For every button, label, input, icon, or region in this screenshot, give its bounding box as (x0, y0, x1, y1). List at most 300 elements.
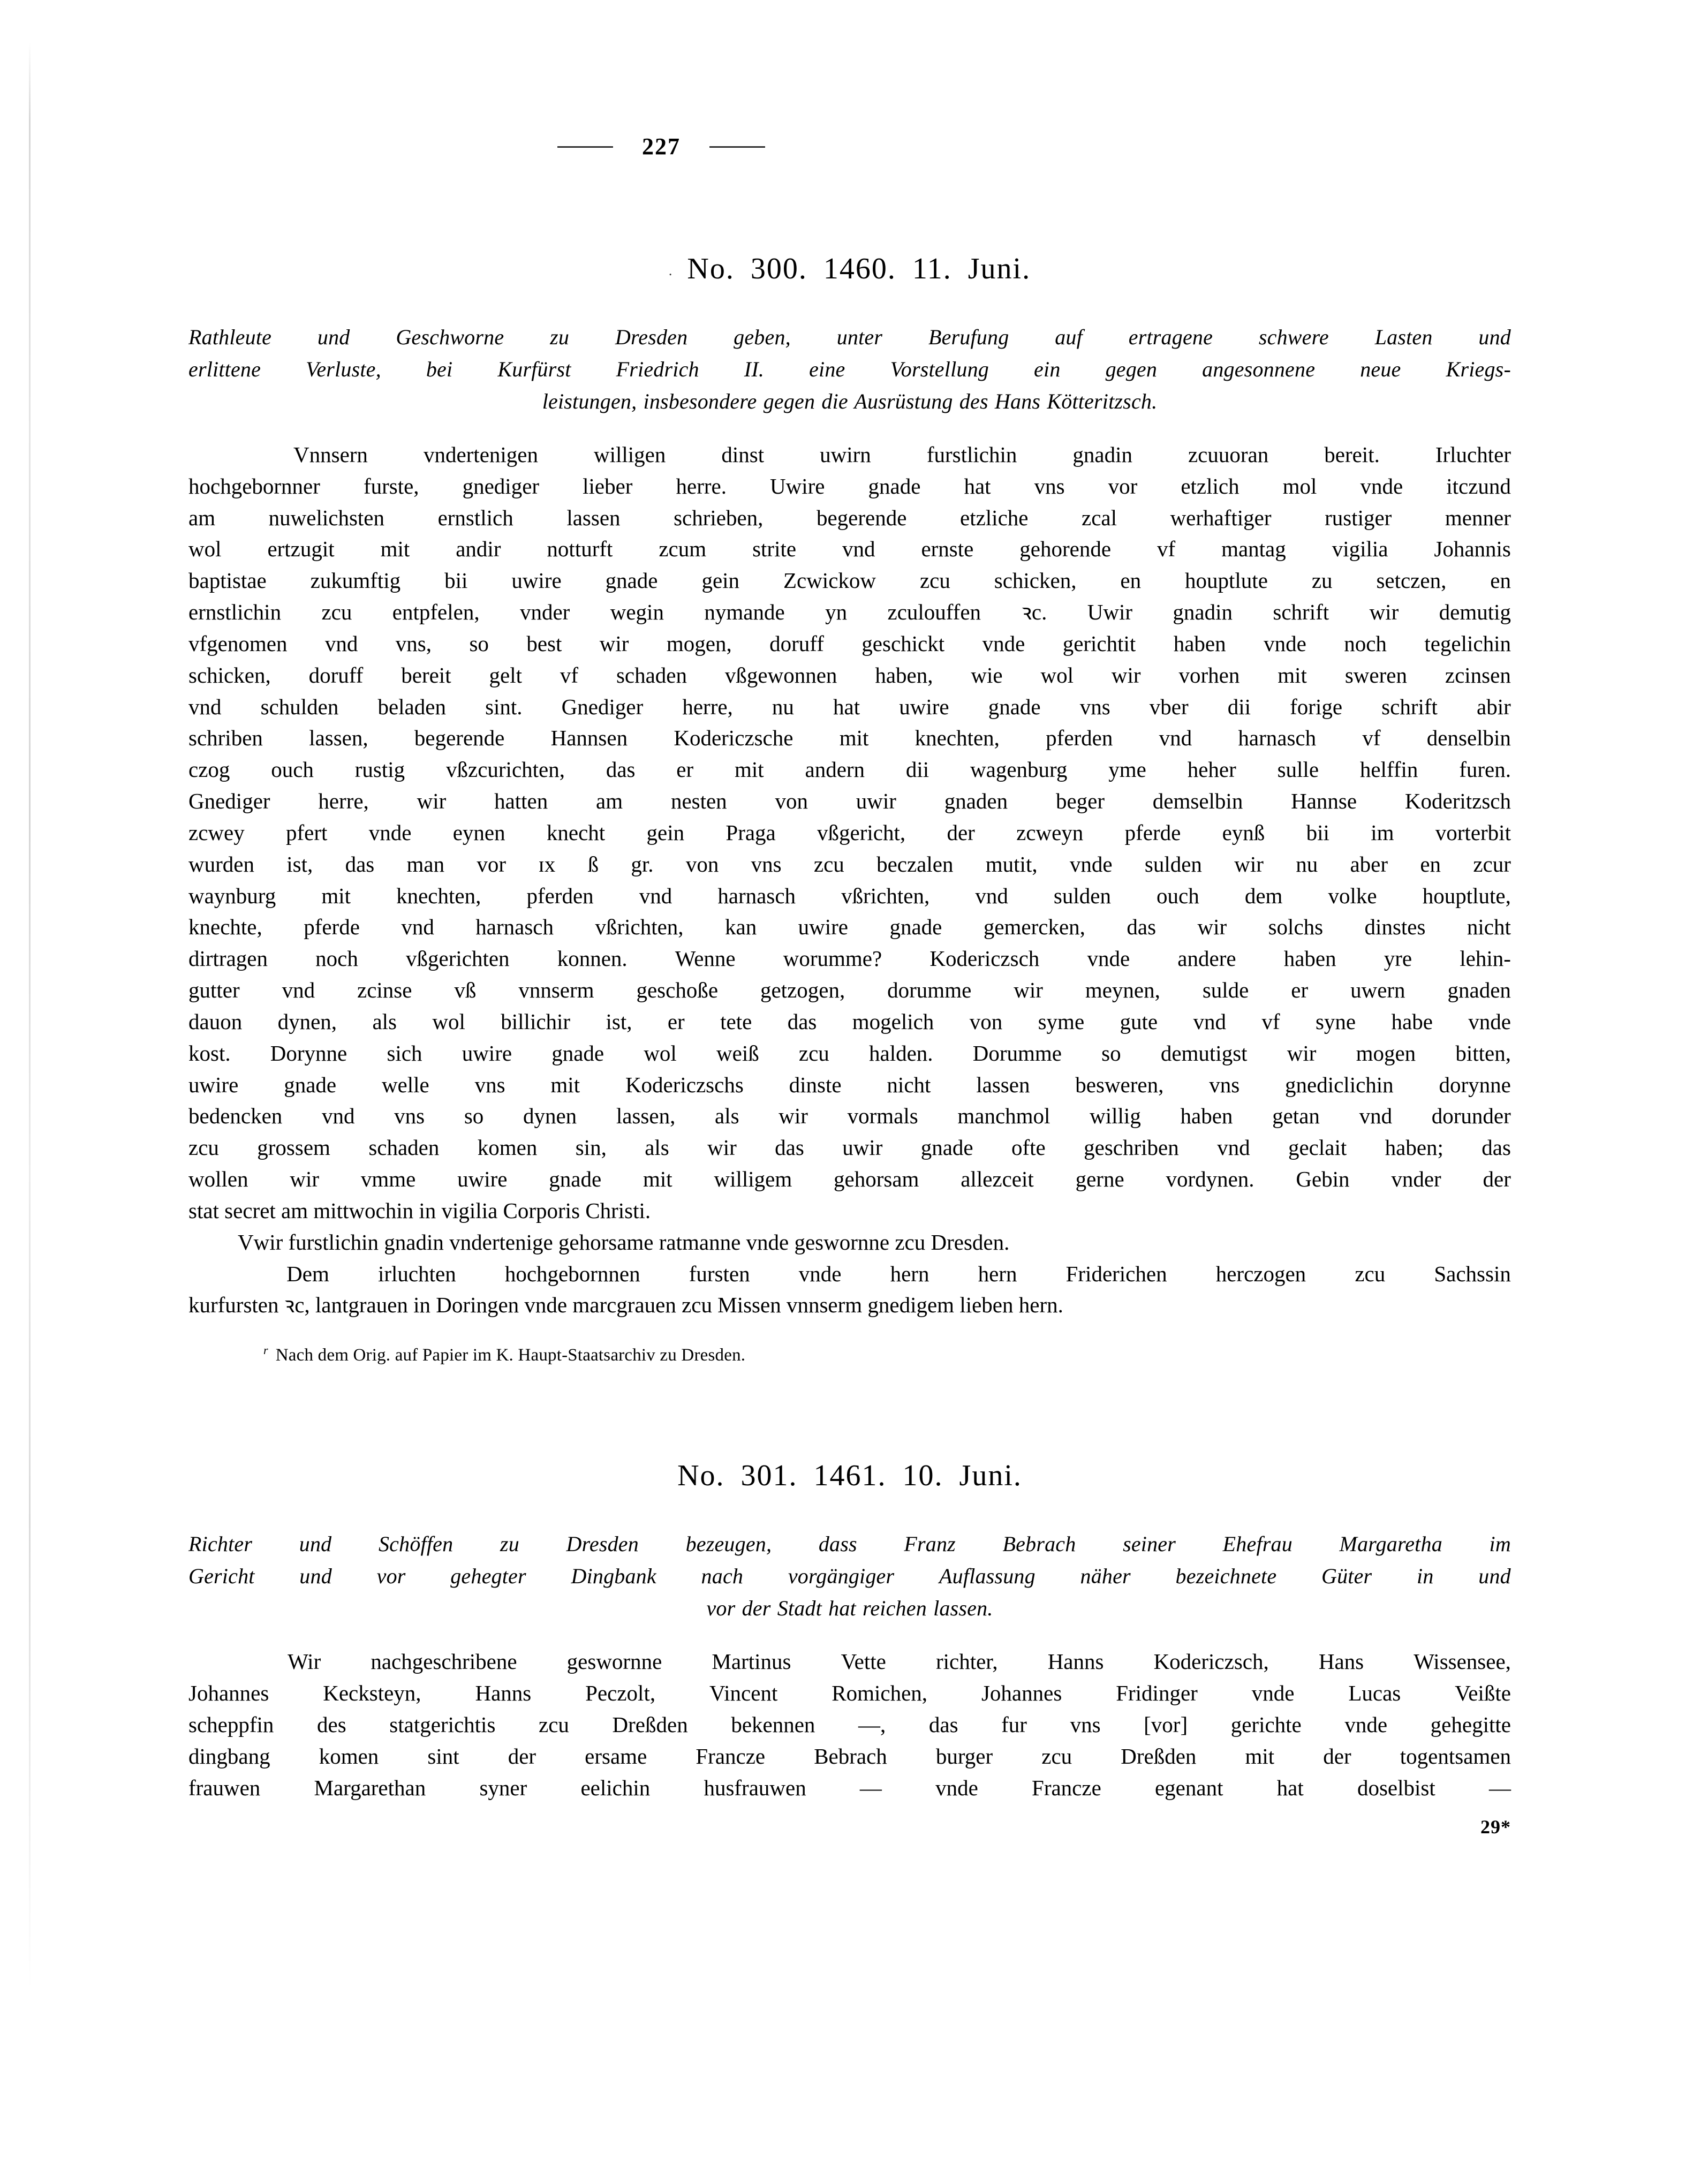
word: vordynen. (1166, 1167, 1254, 1192)
heading-ornament-dot: . (668, 262, 674, 278)
word: Vorstellung (890, 357, 989, 381)
word: aber (1350, 851, 1388, 876)
word: schrift (1273, 600, 1329, 625)
word: mit (380, 536, 410, 562)
word: vber (1149, 694, 1189, 719)
word: lieber (583, 473, 633, 498)
word: yn (825, 600, 848, 625)
word: grossem (257, 1135, 330, 1160)
document-body-300 (188, 439, 1511, 1321)
regest-line (188, 321, 1511, 353)
word: schulden (260, 694, 339, 719)
body-line (188, 660, 1511, 691)
word: kan (725, 915, 757, 940)
word: gemercken, (983, 915, 1085, 940)
word: furen. (1459, 757, 1511, 782)
word: bii (444, 568, 468, 593)
word: Lucas (1348, 1681, 1401, 1706)
word: des (317, 1712, 346, 1737)
word: schrieben, (674, 505, 764, 530)
word: wir (599, 631, 629, 656)
word: vns (394, 1104, 425, 1129)
word: der (1483, 1167, 1511, 1192)
word: vigilia (1332, 536, 1388, 562)
word: Wir (288, 1649, 321, 1674)
word: dinste (789, 1072, 842, 1097)
word: dinst (721, 442, 765, 467)
word: knechten, (914, 726, 1000, 751)
word: waynburg (188, 883, 276, 908)
word: gerne (1075, 1167, 1124, 1192)
word: zcinsen (1445, 662, 1511, 687)
word: gnaden (944, 789, 1008, 814)
word: Wissensee, (1414, 1649, 1511, 1674)
word: das (1127, 915, 1157, 940)
word: statgerichtis (389, 1712, 496, 1737)
word: gehorsam (834, 1167, 919, 1192)
word: ɪx (538, 851, 556, 876)
word: vor (376, 1564, 406, 1589)
word: als (372, 1009, 397, 1034)
word: gnade (551, 1040, 604, 1065)
word: und (317, 325, 350, 349)
word: dem (1244, 883, 1283, 908)
word: er (676, 757, 694, 782)
word: zcur (1473, 851, 1511, 876)
word: erlittene (188, 357, 261, 381)
word: vnd (1359, 1104, 1393, 1129)
word: menner (1445, 505, 1511, 530)
word: habe (1391, 1009, 1433, 1034)
word: vnde (1069, 851, 1113, 876)
word: en (1490, 568, 1511, 593)
word: gnade (988, 694, 1041, 719)
regest-line (188, 1560, 1511, 1592)
word: gnade (549, 1167, 602, 1192)
word: sint (427, 1743, 459, 1769)
word: tete (720, 1009, 752, 1034)
word: best (526, 631, 562, 656)
body-line (188, 1646, 1511, 1677)
word: ertzugit (267, 536, 335, 562)
word: das (928, 1712, 958, 1737)
word: zcu (798, 1040, 829, 1065)
word: uwire (899, 694, 949, 719)
word: gnade (605, 568, 658, 593)
word: Dorumme (972, 1040, 1062, 1065)
word: doselbist (1357, 1775, 1435, 1800)
body-line (188, 628, 1511, 660)
word: zcu (321, 600, 352, 625)
word: geswornne (566, 1649, 662, 1674)
word: wir (290, 1167, 320, 1192)
word: Hannsen (550, 726, 628, 751)
regest-line (188, 1528, 1511, 1560)
word: Auflassung (939, 1564, 1036, 1589)
word: begerende (414, 726, 505, 751)
word: geschoße (636, 978, 719, 1003)
word: Gnediger (561, 694, 644, 719)
word: Friderichen (1065, 1261, 1167, 1286)
document-entry-301 (188, 1458, 1511, 1838)
word: Kodericzsch, (1153, 1649, 1269, 1674)
word: vnde (368, 820, 412, 845)
word: besweren, (1075, 1072, 1164, 1097)
regest-line (188, 353, 1511, 386)
word: gehegter (450, 1564, 526, 1589)
word: der (1323, 1743, 1351, 1769)
word: Vnnsern (293, 442, 368, 467)
word: bitten, (1455, 1040, 1511, 1065)
word: Peczolt, (585, 1681, 656, 1706)
word: sulle (1277, 757, 1319, 782)
word: haben; (1385, 1135, 1443, 1160)
word: zcwey (188, 820, 245, 845)
word: noch (1344, 631, 1387, 656)
word: sulden (1053, 883, 1111, 908)
word: vndertenigen (423, 442, 538, 467)
word: — (859, 1775, 882, 1800)
word: ist, (606, 1009, 632, 1034)
word: pferde (304, 915, 360, 940)
word: nuwelichsten (268, 505, 384, 530)
word: Wenne (675, 946, 736, 971)
word: herczogen (1215, 1261, 1306, 1286)
word: heher (1187, 757, 1236, 782)
word: mol (1282, 473, 1317, 498)
word: billichir (501, 1009, 571, 1034)
word: vor (477, 851, 507, 876)
sheet-signature-mark: 29* (1480, 1816, 1511, 1838)
word: ꝛc. (1021, 600, 1047, 625)
word: rustig (354, 757, 405, 782)
word: mit (1278, 662, 1307, 687)
word: wagenburg (970, 757, 1068, 782)
word: gehegitte (1430, 1712, 1511, 1737)
word: nu (772, 694, 794, 719)
word: er (1291, 978, 1309, 1003)
word: Hanns (475, 1681, 532, 1706)
word: mit (550, 1072, 580, 1097)
word: mit (321, 883, 351, 908)
word: bei (426, 357, 453, 381)
document-entry-300 (188, 252, 1511, 1367)
word: ofte (1011, 1135, 1046, 1160)
word: vnd (975, 883, 1008, 908)
word: gute (1120, 1009, 1158, 1034)
word: vnde (1344, 1712, 1388, 1737)
word: gerichtit (1062, 631, 1136, 656)
word: bii (1306, 820, 1329, 845)
word: dorunder (1431, 1104, 1511, 1129)
word: wir (417, 789, 447, 814)
word: mogelich (852, 1009, 934, 1034)
word: beladen (377, 694, 446, 719)
word: sin, (575, 1135, 607, 1160)
word: yme (1108, 757, 1146, 782)
word: tegelichin (1424, 631, 1511, 656)
word: houptlute, (1422, 883, 1511, 908)
word: doruff (769, 631, 824, 656)
word: geclait (1288, 1135, 1347, 1160)
word: zcum (659, 536, 707, 562)
word: demselbin (1152, 789, 1243, 814)
word: yre (1384, 946, 1412, 971)
word: haben (1180, 1104, 1233, 1129)
word: Richter (188, 1532, 253, 1556)
word: vnde (982, 631, 1025, 656)
word: so (464, 1104, 484, 1129)
word: schriben (188, 726, 263, 751)
word: uwirn (820, 442, 871, 467)
word: eynen (452, 820, 505, 845)
word: bezeugen, (685, 1532, 772, 1556)
word: vns (751, 851, 782, 876)
body-line (188, 943, 1511, 974)
word: Vincent (709, 1681, 778, 1706)
word: unter (836, 325, 883, 349)
word: Gericht (188, 1564, 255, 1589)
word: pfert (286, 820, 328, 845)
word: nicht (1467, 915, 1511, 940)
body-line (188, 1741, 1511, 1772)
word: Geschworne (396, 325, 504, 349)
word: kost. (188, 1040, 231, 1065)
word: vorhen (1178, 662, 1240, 687)
word: Kodericzschs (625, 1072, 744, 1097)
word: ouch (1157, 883, 1199, 908)
word: ist, (286, 851, 313, 876)
word: vf (1362, 726, 1381, 751)
word: entpfelen, (392, 600, 480, 625)
word: zcu (813, 851, 844, 876)
word: Kriegs- (1446, 357, 1511, 381)
word: hochgebornnen (504, 1261, 640, 1286)
word: bezeichnete (1175, 1564, 1277, 1589)
word: czog (188, 757, 230, 782)
word: welle (381, 1072, 429, 1097)
word: Dreßden (612, 1712, 688, 1737)
word: sweren (1344, 662, 1407, 687)
word: en (1420, 851, 1441, 876)
word: etzliche (960, 505, 1029, 530)
word: hern (978, 1261, 1017, 1286)
word: willig (1090, 1104, 1141, 1129)
word: dii (905, 757, 929, 782)
word: Irluchter (1435, 442, 1511, 467)
word: vnd (324, 631, 358, 656)
word: wir (707, 1135, 737, 1160)
word: gnediger (462, 473, 540, 498)
word: wir (779, 1104, 808, 1129)
word: mit (839, 726, 869, 751)
word: scheppfin (188, 1712, 274, 1737)
word: dynen, (277, 1009, 337, 1034)
word: wir (1234, 851, 1264, 876)
word: knecht (546, 820, 606, 845)
word: lassen (976, 1072, 1030, 1097)
word: andir (456, 536, 501, 562)
word: am (188, 505, 216, 530)
word: Praga (725, 820, 776, 845)
body-line (188, 502, 1511, 534)
word: ein (1034, 357, 1061, 381)
body-line (188, 1069, 1511, 1101)
word: mit (734, 757, 764, 782)
word: Lasten (1374, 325, 1433, 349)
word: mantag (1221, 536, 1286, 562)
word: beczalen (876, 851, 954, 876)
word: vnde (1251, 1681, 1295, 1706)
word: gein (701, 568, 740, 593)
body-line (188, 1038, 1511, 1069)
word: uwire (457, 1167, 508, 1192)
word: von (969, 1009, 1003, 1034)
word: beger (1055, 789, 1105, 814)
word: knechte, (188, 915, 262, 940)
word: uwir (856, 789, 896, 814)
word: zculouffen (887, 600, 981, 625)
word: lassen, (616, 1104, 676, 1129)
word: wol (644, 1040, 677, 1065)
word: uwire (798, 915, 849, 940)
word: ernstlichin (188, 600, 282, 625)
body-line: kurfursten ꝛc, lantgrauen in Doringen vnde marcgrauen zcu Missen vnnserm gnedigem lieben hern. (188, 1293, 1063, 1318)
word: wir (1369, 600, 1399, 625)
word: zcu (1355, 1261, 1386, 1286)
word: Ehefrau (1222, 1532, 1293, 1556)
word: ersame (585, 1743, 647, 1769)
word: und (1478, 325, 1511, 349)
word: zu (550, 325, 570, 349)
body-line (188, 880, 1511, 912)
word: als (715, 1104, 739, 1129)
word: Schöffen (378, 1532, 454, 1556)
word: Johannes (981, 1681, 1062, 1706)
word: sulde (1202, 978, 1249, 1003)
word: gnade (284, 1072, 337, 1097)
footnote-300 (188, 1342, 1511, 1367)
word: getan (1272, 1104, 1320, 1129)
word: strite (752, 536, 797, 562)
body-line: stat secret am mittwochin in vigilia Corporis Christi. (188, 1198, 651, 1223)
word: weiß (716, 1040, 759, 1065)
word: hern (890, 1261, 929, 1286)
word: das (345, 851, 375, 876)
word: Romichen, (832, 1681, 928, 1706)
word: gnade (889, 915, 942, 940)
word: wol (1040, 662, 1074, 687)
word: vns (474, 1072, 505, 1097)
word: vßrichten, (595, 915, 684, 940)
word: Zcwickow (783, 568, 876, 593)
word: gr. (631, 851, 654, 876)
word: Berufung (928, 325, 1009, 349)
word: hat (964, 473, 991, 498)
word: ernste (921, 536, 974, 562)
document-heading-301: No. 301. 1461. 10. Juni. (677, 1459, 1022, 1493)
word: dingbang (188, 1743, 270, 1769)
word: dass (818, 1532, 857, 1556)
word: näher (1080, 1564, 1131, 1589)
word: houptlute (1185, 568, 1268, 593)
word: mogen (1356, 1040, 1416, 1065)
word: husfrauwen (704, 1775, 806, 1800)
word: vfgenomen (188, 631, 288, 656)
word: Gnediger (188, 789, 270, 814)
paragraph-indent (188, 1646, 238, 1677)
body-line (188, 1006, 1511, 1038)
word: zcu (919, 568, 950, 593)
paragraph-indent (188, 1258, 238, 1290)
word: auf (1055, 325, 1083, 349)
word: Dingbank (571, 1564, 656, 1589)
body-line (188, 565, 1511, 596)
word: Margarethan (314, 1775, 426, 1800)
word: Hannse (1291, 789, 1357, 814)
word: Verluste, (306, 357, 381, 381)
word: pferden (526, 883, 594, 908)
word: sich (387, 1040, 422, 1065)
word: vnnserm (518, 978, 594, 1003)
word: wir (1111, 662, 1141, 687)
page-number: 227 (642, 133, 681, 160)
word: halden. (869, 1040, 933, 1065)
word: gerichte (1230, 1712, 1302, 1737)
word: zu (500, 1532, 519, 1556)
document-body-301 (188, 1646, 1511, 1803)
word: schrift (1381, 694, 1438, 719)
word: worumme? (783, 946, 882, 971)
word: vnde (1264, 631, 1306, 656)
word: rustiger (1325, 505, 1392, 530)
word: in (1417, 1564, 1434, 1589)
word: sulden (1144, 851, 1202, 876)
word: geben, (734, 325, 791, 349)
word: schaden (616, 662, 687, 687)
word: wurden (188, 851, 254, 876)
word: Dem (286, 1261, 329, 1286)
word: geschickt (861, 631, 945, 656)
word: Franz (904, 1532, 956, 1556)
word: zcu (188, 1135, 219, 1160)
body-line (188, 471, 1511, 502)
word: lehin- (1460, 946, 1511, 971)
word: helffin (1359, 757, 1418, 782)
word: so (1101, 1040, 1121, 1065)
word: das (775, 1135, 804, 1160)
document-heading-300-text: No. 300. 1460. 11. Juni. (687, 252, 1031, 285)
word: Bebrach (1002, 1532, 1076, 1556)
word: uwern (1350, 978, 1405, 1003)
body-line-text: Vwir furstlichin gnadin vndertenige gehorsame ratmanne vnde geswornne zcu Dresden. (238, 1229, 1010, 1255)
word: seiner (1123, 1532, 1176, 1556)
body-line (188, 1100, 1511, 1132)
word: II. (744, 357, 765, 381)
word: itczund (1446, 473, 1511, 498)
word: Johannis (1434, 536, 1511, 562)
word: etzlich (1181, 473, 1239, 498)
word: dinstes (1364, 915, 1426, 940)
footnote-text: Nach dem Orig. auf Papier im K. Haupt-Staatsarchiv zu Dresden. (275, 1346, 746, 1365)
body-line (188, 1709, 1511, 1741)
word: Hanns (1047, 1649, 1104, 1674)
word: harnasch (717, 883, 796, 908)
word: schicken, (994, 568, 1077, 593)
word: syner (479, 1775, 527, 1800)
word: Uwire (770, 473, 825, 498)
body-line (188, 1163, 1511, 1195)
